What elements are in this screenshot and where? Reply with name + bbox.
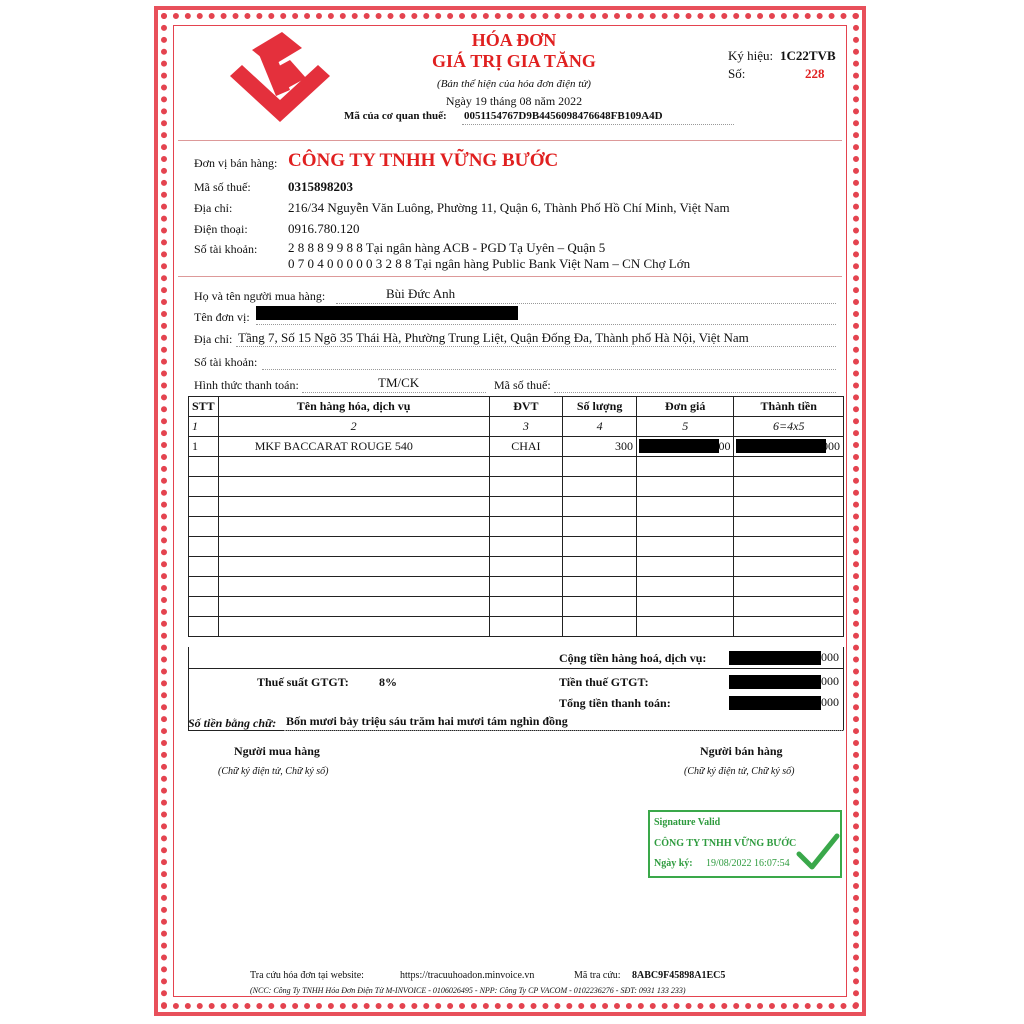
redacted-buyer-unit <box>256 306 518 320</box>
row-total-tail: 000 <box>822 439 840 453</box>
table-row <box>189 537 844 557</box>
amount-words: Bốn mươi bảy triệu sáu trăm hai mươi tám nghìn đồng <box>286 714 568 728</box>
grand-total-label: Tổng tiền thanh toán: <box>559 696 671 710</box>
row-unit-price-tail: 000 <box>712 439 731 453</box>
payment-method-label: Hình thức thanh toán: <box>194 378 299 392</box>
seller-phone: 0916.780.120 <box>288 221 360 236</box>
subtotal-row <box>188 647 844 669</box>
table-row <box>189 437 844 457</box>
seller-address-label: Địa chỉ: <box>194 201 233 215</box>
table-subheader: 3 <box>489 417 563 437</box>
seller-signature-title: Người bán hàng <box>700 744 783 758</box>
invoice-number: 228 <box>805 66 825 81</box>
amount-words-label: Số tiền bằng chữ: <box>188 716 277 730</box>
table-subheader: 2 <box>218 417 489 437</box>
seller-tax: 0315898203 <box>288 179 353 194</box>
invoice-symbol: 1C22TVB <box>780 48 836 63</box>
buyer-address-label: Địa chỉ: <box>194 332 233 346</box>
signature-date-label: Ngày ký: <box>654 858 693 869</box>
provider-note: (NCC: Công Ty TNHH Hóa Đơn Điện Tử M-INVOICE - 0106026495 - NPP: Công Ty CP VACOM - 0102236276 - SĐT: 0931 133 233) <box>250 986 686 995</box>
seller-signature-note: (Chữ ký điện tử, Chữ ký số) <box>684 766 795 777</box>
invoice-date: Ngày 19 tháng 08 năm 2022 <box>445 94 583 108</box>
invoice-frame <box>154 6 866 1016</box>
row-quantity: 300 <box>563 437 637 457</box>
table-row <box>189 517 844 537</box>
row-total <box>734 437 844 457</box>
table-row <box>189 497 844 517</box>
seller-name-label: Đơn vị bán hàng: <box>194 156 278 170</box>
buyer-address: Tầng 7, Số 15 Ngõ 35 Thái Hà, Phường Trung Liệt, Quận Đống Đa, Thành phố Hà Nội, Việt Nam <box>238 330 749 345</box>
table-header: Thành tiền <box>734 397 844 417</box>
seller-address: 216/34 Nguyễn Văn Luông, Phường 11, Quận 6, Thành Phố Hồ Chí Minh, Việt Nam <box>288 200 730 215</box>
grand-total-tail: 000 <box>821 695 839 709</box>
row-product-name: MKF BACCARAT ROUGE 540 <box>218 437 489 457</box>
tax-authority-code: 0051154767D9B4456098476648FB109A4D <box>464 110 663 122</box>
table-subheader: 1 <box>189 417 219 437</box>
table-subheader: 6=4x5 <box>734 417 844 437</box>
lookup-code-label: Mã tra cứu: <box>574 970 621 981</box>
row-unit: CHAI <box>489 437 563 457</box>
checkmark-icon <box>796 832 840 872</box>
seller-account-1: 2 8 8 8 9 9 8 8 Tại ngân hàng ACB - PGD Tạ Uyên – Quận 5 <box>288 240 606 255</box>
lookup-website-url[interactable]: https://tracuuhoadon.minvoice.vn <box>400 970 535 981</box>
table-row <box>189 577 844 597</box>
table-header: ĐVT <box>489 397 563 417</box>
table-subheader-row <box>189 417 844 437</box>
invoice-title-line2: GIÁ TRỊ GIA TĂNG <box>432 51 596 71</box>
table-header: STT <box>189 397 219 417</box>
seller-tax-label: Mã số thuế: <box>194 180 251 194</box>
buyer-unit-label: Tên đơn vị: <box>194 310 250 324</box>
vat-amount-label: Tiền thuế GTGT: <box>559 675 649 689</box>
invoice-title-line1: HÓA ĐƠN <box>471 30 557 50</box>
seller-phone-label: Điện thoại: <box>194 222 248 236</box>
signature-valid-label: Signature Valid <box>654 817 721 828</box>
buyer-tax-label: Mã số thuế: <box>494 378 551 392</box>
table-header-row <box>189 397 844 417</box>
table-row <box>189 457 844 477</box>
items-table <box>188 396 844 637</box>
table-header: Số lượng <box>563 397 637 417</box>
table-row <box>189 477 844 497</box>
table-header: Đơn giá <box>636 397 734 417</box>
signature-date: 19/08/2022 16:07:54 <box>706 858 790 869</box>
table-row <box>189 597 844 617</box>
table-subheader: 4 <box>563 417 637 437</box>
seller-name: CÔNG TY TNHH VỮNG BƯỚC <box>288 150 559 171</box>
seller-account-label: Số tài khoản: <box>194 242 258 256</box>
buyer-name: Bùi Đức Anh <box>386 286 456 301</box>
row-stt: 1 <box>189 437 219 457</box>
vat-rate-label: Thuế suất GTGT: <box>257 675 349 689</box>
table-row <box>189 617 844 637</box>
vat-rate: 8% <box>379 675 397 689</box>
signature-company: CÔNG TY TNHH VỮNG BƯỚC <box>654 838 797 849</box>
invoice-subtitle: (Bản thể hiện của hóa đơn điện tử) <box>437 78 591 90</box>
company-logo <box>228 28 332 124</box>
table-row <box>189 557 844 577</box>
subtotal-tail: 000 <box>821 650 839 664</box>
symbol-label: Ký hiệu: <box>728 48 774 63</box>
vat-row <box>188 669 844 731</box>
buyer-signature-note: (Chữ ký điện tử, Chữ ký số) <box>218 766 329 777</box>
signature-valid-box <box>648 810 842 878</box>
tax-authority-code-label: Mã của cơ quan thuế: <box>344 110 447 122</box>
number-label: Số: <box>728 66 746 81</box>
table-subheader: 5 <box>636 417 734 437</box>
row-unit-price <box>636 437 734 457</box>
buyer-account-label: Số tài khoản: <box>194 355 258 369</box>
vat-amount-tail: 000 <box>821 674 839 688</box>
subtotal-label: Cộng tiền hàng hoá, dịch vụ: <box>559 651 707 665</box>
lookup-code: 8ABC9F45898A1EC5 <box>632 970 726 981</box>
buyer-name-label: Họ và tên người mua hàng: <box>194 289 326 303</box>
lookup-website-label: Tra cứu hóa đơn tại website: <box>250 970 364 981</box>
table-header: Tên hàng hóa, dịch vụ <box>218 397 489 417</box>
buyer-signature-title: Người mua hàng <box>234 744 320 758</box>
payment-method: TM/CK <box>378 375 420 390</box>
seller-account-2: 0 7 0 4 0 0 0 0 0 3 2 8 8 Tại ngân hàng Public Bank Việt Nam – CN Chợ Lớn <box>288 256 691 271</box>
